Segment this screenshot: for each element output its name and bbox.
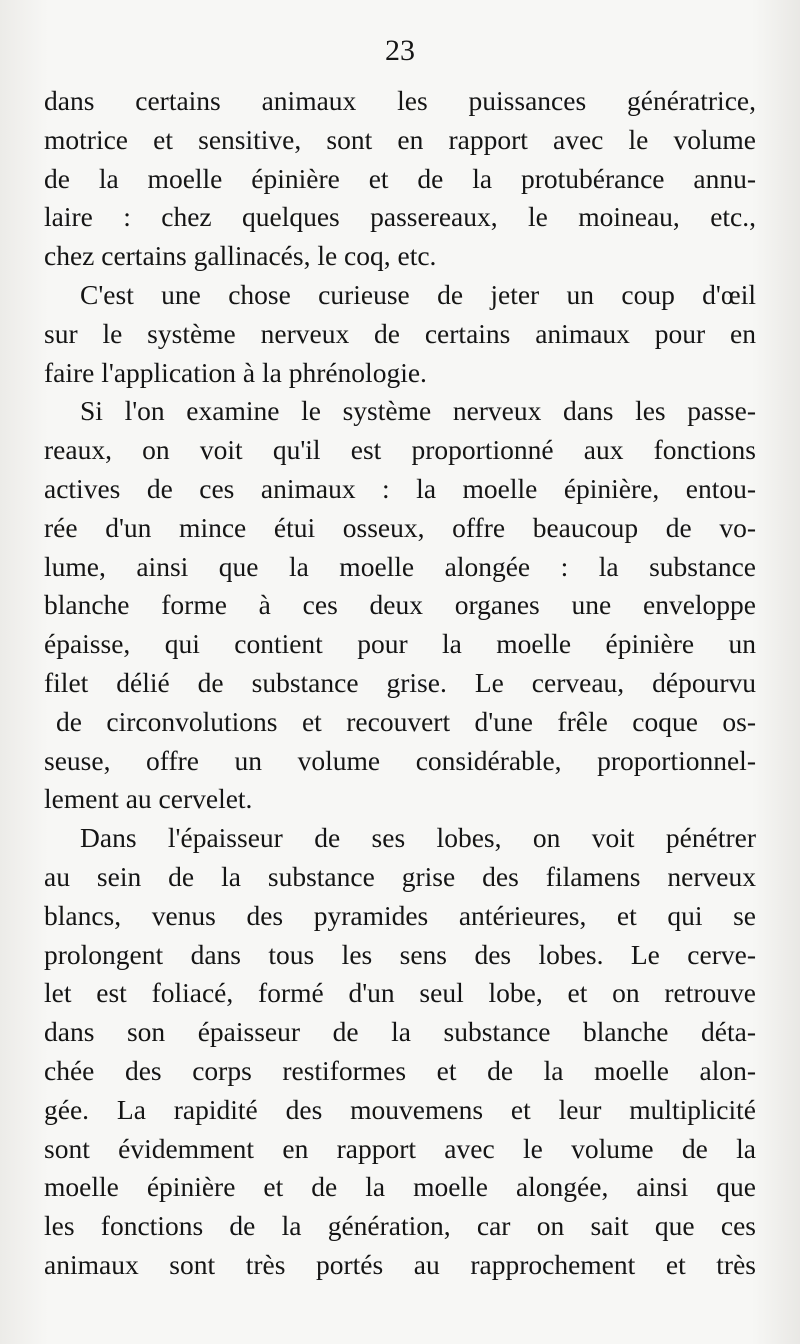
text-line: de la moelle épinière et de la protubérance annu- xyxy=(44,162,756,194)
text-line: de circonvolutions et recouvert d'une frêle coque os- xyxy=(56,705,756,737)
text-line: laire : chez quelques passereaux, le moineau, etc., xyxy=(44,201,756,233)
text-line: au sein de la substance grise des filamens nerveux xyxy=(44,860,756,892)
text-line: gée. La rapidité des mouvemens et leur multiplicité xyxy=(44,1093,756,1125)
text-line: C'est une chose curieuse de jeter un coup d'œil xyxy=(80,278,756,310)
text-line: sont évidemment en rapport avec le volume de la xyxy=(44,1132,756,1164)
text-line: prolongent dans tous les sens des lobes. Le cerve- xyxy=(44,938,756,970)
text-line: filet délié de substance grise. Le cerveau, dépourvu xyxy=(44,666,756,698)
text-line: animaux sont très portés au rapprochement et très xyxy=(44,1248,756,1280)
text-line: moelle épinière et de la moelle alongée, ainsi que xyxy=(44,1171,756,1203)
text-line: blancs, venus des pyramides antérieures, et qui se xyxy=(44,899,756,931)
text-line: épaisse, qui contient pour la moelle épinière un xyxy=(44,628,756,660)
text-line: chez certains gallinacés, le coq, etc. xyxy=(44,240,437,272)
text-line: actives de ces animaux : la moelle épinière, entou- xyxy=(44,472,756,504)
text-line: rée d'un mince étui osseux, offre beaucoup de vo- xyxy=(44,511,756,543)
text-line: reaux, on voit qu'il est proportionné aux fonctions xyxy=(44,434,756,466)
text-line: lume, ainsi que la moelle alongée : la substance xyxy=(44,550,756,582)
text-line: lement au cervelet. xyxy=(44,783,253,815)
text-line: les fonctions de la génération, car on sait que ces xyxy=(44,1210,756,1242)
text-line: faire l'application à la phrénologie. xyxy=(44,356,427,388)
text-line: chée des corps restiformes et de la moelle alon- xyxy=(44,1054,756,1086)
text-line: dans son épaisseur de la substance blanche déta- xyxy=(44,1016,756,1048)
text-line: sur le système nerveux de certains animaux pour en xyxy=(44,317,756,349)
text-line: dans certains animaux les puissances génératrice, xyxy=(44,85,756,116)
page-number: 23 xyxy=(385,34,415,67)
text-line: Si l'on examine le système nerveux dans les passe- xyxy=(80,395,756,427)
text-line: let est foliacé, formé d'un seul lobe, et on retrouve xyxy=(44,977,756,1009)
text-line: seuse, offre un volume considérable, proportionnel- xyxy=(44,744,756,776)
text-line: motrice et sensitive, sont en rapport avec le volume xyxy=(44,123,756,155)
body-text xyxy=(44,82,756,1285)
text-line: Dans l'épaisseur de ses lobes, on voit pénétrer xyxy=(80,822,756,854)
text-line: blanche forme à ces deux organes une enveloppe xyxy=(44,589,756,621)
